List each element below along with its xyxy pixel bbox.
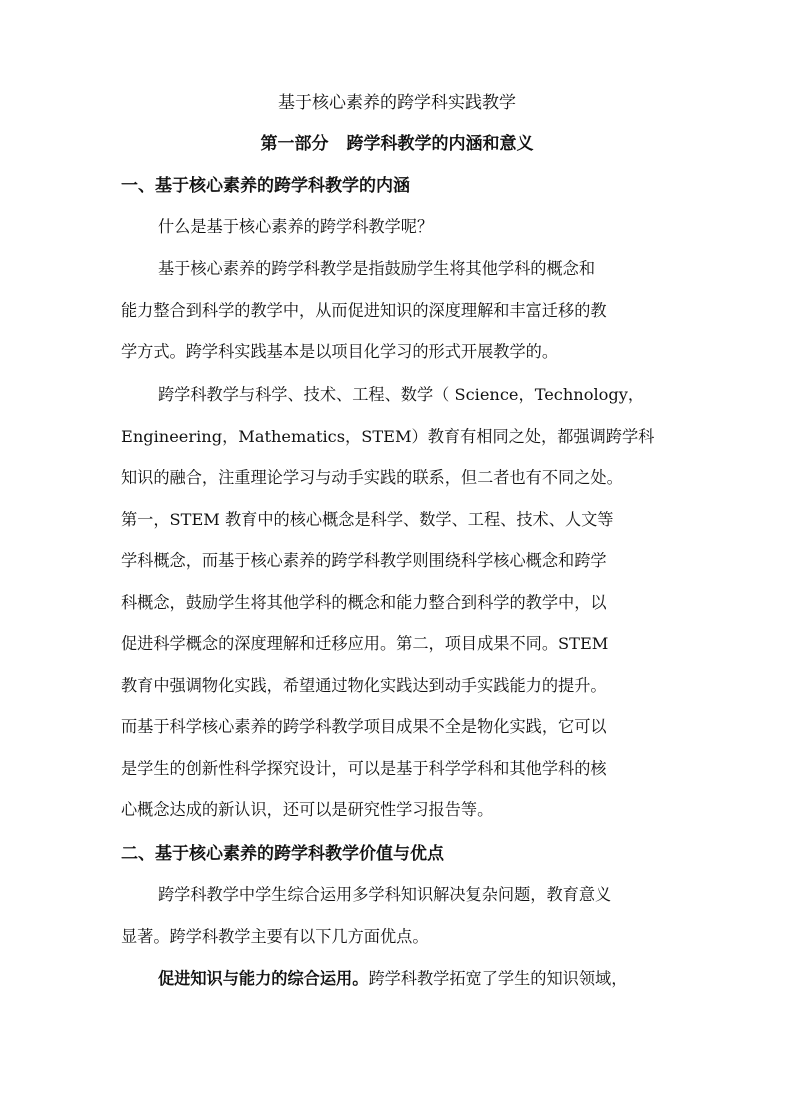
paragraph — [121, 874, 681, 957]
section-heading-2: 二、基于核心素养的跨学科教学价值与优点 — [121, 844, 444, 864]
paragraph-line: 显著。跨学科教学主要有以下几方面优点。 — [121, 926, 429, 946]
paragraph-line: 而基于科学核心素养的跨学科教学项目成果不全是物化实践，它可以 — [121, 717, 607, 736]
paragraph-line: 是学生的创新性科学探究设计，可以是基于科学学科和其他学科的核 — [121, 758, 607, 778]
paragraph-line: 什么是基于核心素养的跨学科教学呢？ — [158, 217, 434, 236]
paragraph-bold-lead: 促进知识与能力的综合运用。 — [158, 969, 369, 988]
document-title: 基于核心素养的跨学科实践教学 — [278, 93, 516, 113]
paragraph-line: Engineering，Mathematics，STEM）教育有相同之处，都强调跨学科 — [121, 426, 655, 446]
paragraph-text: 跨学科教学拓宽了学生的知识领域， — [368, 969, 628, 988]
paragraph — [121, 958, 681, 1000]
paragraph-line: 教育中强调物化实践，希望通过物化实践达到动手实践能力的提升。 — [121, 675, 607, 695]
part-label: 第一部分 — [260, 134, 329, 154]
paragraph — [121, 206, 681, 248]
paragraph-line: 知识的融合，注重理论学习与动手实践的联系，但二者也有不同之处。 — [121, 468, 623, 487]
paragraph — [121, 248, 681, 373]
paragraph — [121, 374, 681, 831]
paragraph-line: 心概念达成的新认识，还可以是研究性学习报告等。 — [121, 800, 494, 819]
paragraph-line: 促进科学概念的深度理解和迁移应用。第二，项目成果不同。STEM — [121, 634, 609, 653]
paragraph-line: 能力整合到科学的教学中，从而促进知识的深度理解和丰富迁移的教 — [121, 300, 607, 320]
paragraph-line: 第一，STEM 教育中的核心概念是科学、数学、工程、技术、人文等 — [121, 509, 614, 529]
part-title — [0, 133, 794, 155]
paragraph-line: 跨学科教学中学生综合运用多学科知识解决复杂问题，教育意义 — [158, 885, 612, 904]
paragraph-line — [121, 958, 681, 1000]
paragraph-line: 科概念，鼓励学生将其他学科的概念和能力整合到科学的教学中，以 — [121, 592, 607, 612]
paragraph-line: 学方式。跨学科实践基本是以项目化学习的形式开展教学的。 — [121, 342, 559, 361]
paragraph-line: 跨学科教学与科学、技术、工程、数学（ Science，Technology， — [158, 385, 645, 404]
paragraph-line: 学科概念，而基于核心素养的跨学科教学则围绕科学核心概念和跨学 — [121, 551, 607, 570]
section-heading-1: 一、基于核心素养的跨学科教学的内涵 — [121, 176, 410, 196]
part-heading: 跨学科教学的内涵和意义 — [346, 134, 534, 154]
paragraph-line: 基于核心素养的跨学科教学是指鼓励学生将其他学科的概念和 — [158, 259, 596, 278]
